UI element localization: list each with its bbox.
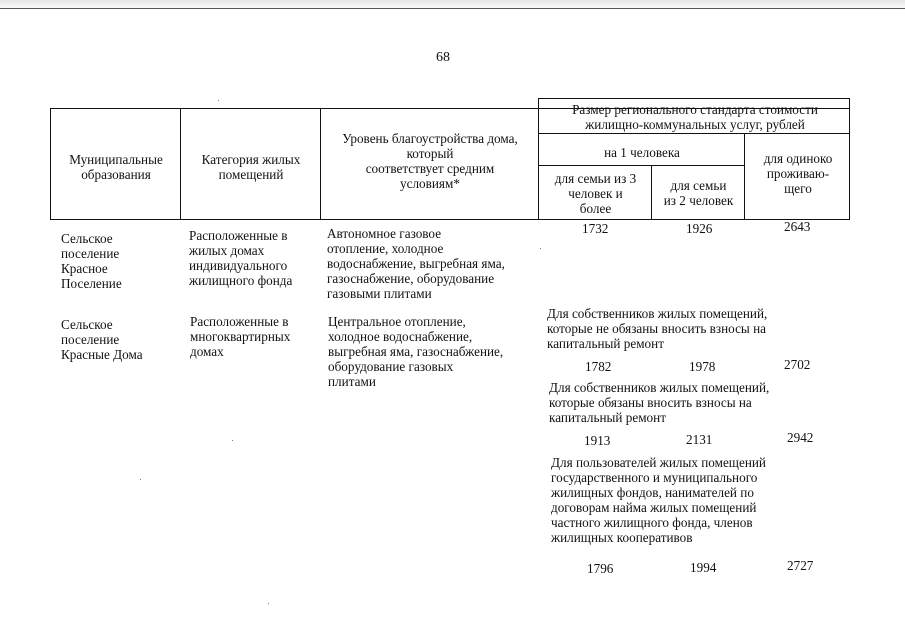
header-single-divider (744, 133, 745, 220)
scan-speck (232, 440, 233, 441)
row2-group2-family3: 1913 (584, 433, 611, 448)
row1-level: Автономное газовое отопление, холодное водоснабжение, выгребная яма, газоснабжение, оборудование газовыми плитами (327, 226, 505, 301)
row2-level: Центральное отопление, холодное водоснабжение, выгребная яма, газоснабжение, оборудование газовых плитами (328, 314, 504, 389)
row1-value-family3: 1732 (582, 221, 609, 236)
row2-group2-single: 2942 (787, 430, 814, 445)
header-border-left (50, 108, 51, 220)
header-single: для одиноко проживаю- щего (763, 151, 833, 196)
row2-group3-note: Для пользователей жилых помещений государственного и муниципального жилищных фондов, нанимателей по договорам найма жилых помещений частного жилищного фонда, членов жилищных кооперативов (551, 455, 766, 545)
header-per-person: на 1 человека (604, 145, 680, 160)
header-municipal: Муниципальные образования (69, 152, 163, 182)
scan-top-edge (0, 0, 905, 9)
row2-group1-note: Для собственников жилых помещений, которые не обязаны вносить взносы на капитальный ремонт (547, 306, 768, 351)
header-family-divider (651, 165, 652, 220)
row2-municipality: Сельское поселение Красные Дома (61, 317, 143, 362)
row1-municipality: Сельское поселение Красное Поселение (61, 231, 122, 291)
header-family3: для семьи из 3 человек и более (554, 171, 637, 216)
row2-group3-family2: 1994 (690, 560, 717, 575)
row2-group1-family2: 1978 (689, 359, 716, 374)
header-top-standard (538, 98, 850, 99)
table-header (50, 98, 850, 220)
scan-speck (140, 479, 141, 480)
header-category: Категория жилых помещений (201, 152, 301, 182)
header-level: Уровень благоустройства дома, который соответствует средним условиям* (342, 131, 518, 191)
header-border-bottom (50, 219, 850, 220)
row1-category: Расположенные в жилых домах индивидуального жилищного фонда (189, 228, 293, 288)
row2-group3-single: 2727 (787, 558, 814, 573)
scan-speck (268, 603, 269, 604)
row2-category: Расположенные в многоквартирных домах (190, 314, 291, 359)
row2-group3-family3: 1796 (587, 561, 614, 576)
page-number: 68 (436, 50, 450, 65)
header-divider-2 (320, 108, 321, 220)
scan-speck (218, 100, 219, 101)
row2-group1-single: 2702 (784, 357, 811, 372)
row2-group2-family2: 2131 (686, 432, 713, 447)
row1-value-family2: 1926 (686, 221, 713, 236)
row2-group2-note: Для собственников жилых помещений, которые обязаны вносить взносы на капитальный ремонт (549, 380, 770, 425)
row2-group1-family3: 1782 (585, 359, 612, 374)
header-family2: для семьи из 2 человек (663, 178, 734, 208)
row1-value-single: 2643 (784, 219, 811, 234)
header-divider-3 (538, 98, 539, 220)
header-standard: Размер регионального стандарта стоимости жилищно-коммунальных услуг, рублей (572, 102, 818, 132)
header-standard-underline (538, 133, 850, 134)
header-per-person-underline (538, 165, 744, 166)
scan-speck (540, 248, 541, 249)
header-divider-1 (180, 108, 181, 220)
